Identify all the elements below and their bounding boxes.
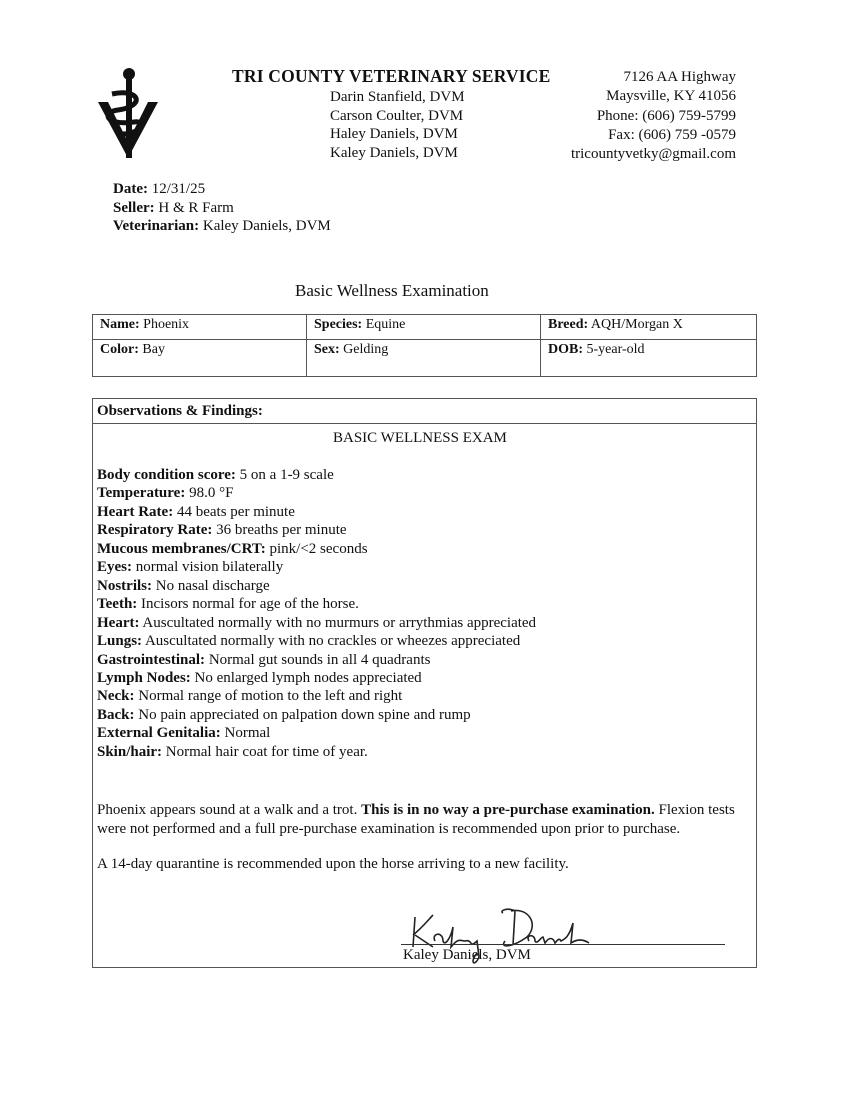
finding-label: Temperature: xyxy=(97,485,186,502)
patient-sex-cell xyxy=(307,340,541,377)
seller-label: Seller: xyxy=(113,199,155,216)
observations-header: Observations & Findings: xyxy=(93,399,756,424)
finding-value: pink/<2 seconds xyxy=(269,540,368,557)
findings-list xyxy=(97,466,536,761)
species-value: Equine xyxy=(365,317,406,332)
finding-label: External Genitalia: xyxy=(97,725,221,742)
finding-value: No nasal discharge xyxy=(155,577,270,594)
finding-label: Neck: xyxy=(97,688,135,705)
observations-subtitle: BASIC WELLNESS EXAM xyxy=(333,430,507,446)
finding-value: No pain appreciated on palpation down spine and rump xyxy=(138,706,471,723)
sex-label: Sex: xyxy=(314,342,340,357)
patient-species-cell xyxy=(307,315,541,340)
vet-3: Haley Daniels, DVM xyxy=(330,126,458,143)
finding-value: Normal xyxy=(224,725,271,742)
exam-title: Basic Wellness Examination xyxy=(295,281,489,300)
date-value: 12/31/25 xyxy=(151,181,206,197)
finding-label: Heart Rate: xyxy=(97,503,174,520)
breed-value: AQH/Morgan X xyxy=(590,317,683,332)
date-row xyxy=(113,180,331,199)
breed-label: Breed: xyxy=(548,317,589,332)
finding-item xyxy=(97,521,536,539)
dob-value: 5-year-old xyxy=(586,342,645,357)
finding-value: 98.0 °F xyxy=(189,485,234,502)
finding-value: Incisors normal for age of the horse. xyxy=(141,596,359,613)
finding-value: 5 on a 1-9 scale xyxy=(239,467,334,483)
email: tricountyvetky@gmail.com xyxy=(570,146,736,163)
finding-item xyxy=(97,687,536,705)
handwritten-signature xyxy=(403,897,603,977)
fax: Fax: (606) 759 -0579 xyxy=(608,126,736,143)
patient-info-table xyxy=(92,314,757,377)
soundness-note-start: Phoenix appears sound at a walk and a trot. xyxy=(97,802,358,818)
finding-label: Lymph Nodes: xyxy=(97,669,191,686)
finding-item xyxy=(97,669,536,687)
sex-value: Gelding xyxy=(343,342,389,357)
address-line-1: 7126 AA Highway xyxy=(623,69,736,85)
finding-item xyxy=(97,743,536,761)
finding-value: 44 beats per minute xyxy=(176,503,295,520)
finding-label: Nostrils: xyxy=(97,577,152,594)
finding-item xyxy=(97,466,536,484)
finding-value: Normal hair coat for time of year. xyxy=(165,743,368,760)
soundness-note-end: Flexion tests were not performed and a full pre-purchase examination is recommended upon prior to purchase. xyxy=(97,802,735,837)
finding-item xyxy=(97,724,536,742)
finding-label: Back: xyxy=(97,706,135,723)
finding-label: Teeth: xyxy=(97,596,138,613)
vet-1: Darin Stanfield, DVM xyxy=(330,89,465,105)
veterinarian-label: Veterinarian: xyxy=(113,218,200,234)
finding-label: Respiratory Rate: xyxy=(97,522,213,539)
finding-value: Auscultated normally with no crackles or wheezes appreciated xyxy=(144,633,521,650)
clinic-name: TRI COUNTY VETERINARY SERVICE xyxy=(232,66,551,86)
name-label: Name: xyxy=(100,317,140,332)
patient-name-cell xyxy=(93,315,307,340)
veterinarian-value: Kaley Daniels, DVM xyxy=(202,218,331,234)
finding-label: Heart: xyxy=(97,614,140,631)
vet-4: Kaley Daniels, DVM xyxy=(330,144,458,161)
veterinarian-row xyxy=(113,217,331,236)
patient-breed-cell xyxy=(541,315,757,340)
finding-value: Auscultated normally with no murmurs or arrythmias appreciated xyxy=(142,614,537,631)
finding-value: 36 breaths per minute xyxy=(216,522,347,539)
patient-dob-cell xyxy=(541,340,757,377)
phone: Phone: (606) 759-5799 xyxy=(596,107,736,124)
veterinarian-list xyxy=(330,88,465,162)
color-label: Color: xyxy=(100,342,139,357)
finding-item xyxy=(97,706,536,724)
seller-value: H & R Farm xyxy=(158,199,234,216)
finding-item xyxy=(97,632,536,650)
signature-line xyxy=(401,944,725,945)
finding-label: Gastrointestinal: xyxy=(97,651,206,668)
finding-label: Skin/hair: xyxy=(97,743,163,760)
finding-item xyxy=(97,651,536,669)
species-label: Species: xyxy=(314,317,363,332)
soundness-note xyxy=(97,801,757,839)
exam-meta xyxy=(113,180,331,236)
finding-item xyxy=(97,558,536,576)
finding-item xyxy=(97,503,536,521)
veterinary-logo-icon xyxy=(96,64,160,160)
finding-label: Mucous membranes/CRT: xyxy=(97,540,266,557)
finding-value: normal vision bilaterally xyxy=(135,559,284,576)
finding-value: Normal gut sounds in all 4 quadrants xyxy=(208,651,431,668)
finding-item xyxy=(97,614,536,632)
color-value: Bay xyxy=(142,342,165,357)
address-line-2: Maysville, KY 41056 xyxy=(606,88,736,105)
vet-2: Carson Coulter, DVM xyxy=(330,107,464,124)
finding-label: Body condition score: xyxy=(97,467,236,483)
pre-purchase-disclaimer: This is in no way a pre-purchase examination. xyxy=(361,802,655,818)
observations-box xyxy=(92,398,757,968)
finding-value: No enlarged lymph nodes appreciated xyxy=(194,669,422,686)
finding-item xyxy=(97,577,536,595)
finding-value: Normal range of motion to the left and right xyxy=(138,688,403,705)
date-label: Date: xyxy=(113,181,148,197)
finding-label: Eyes: xyxy=(97,559,132,576)
dob-label: DOB: xyxy=(548,342,583,357)
patient-color-cell xyxy=(93,340,307,377)
finding-item xyxy=(97,540,536,558)
finding-item xyxy=(97,595,536,613)
seller-row xyxy=(113,199,331,218)
clinic-contact xyxy=(571,68,736,164)
finding-item xyxy=(97,484,536,502)
signature-name: Kaley Daniels, DVM xyxy=(403,947,531,963)
name-value: Phoenix xyxy=(143,317,190,332)
quarantine-note: A 14-day quarantine is recommended upon the horse arriving to a new facility. xyxy=(97,856,569,872)
finding-label: Lungs: xyxy=(97,633,143,650)
